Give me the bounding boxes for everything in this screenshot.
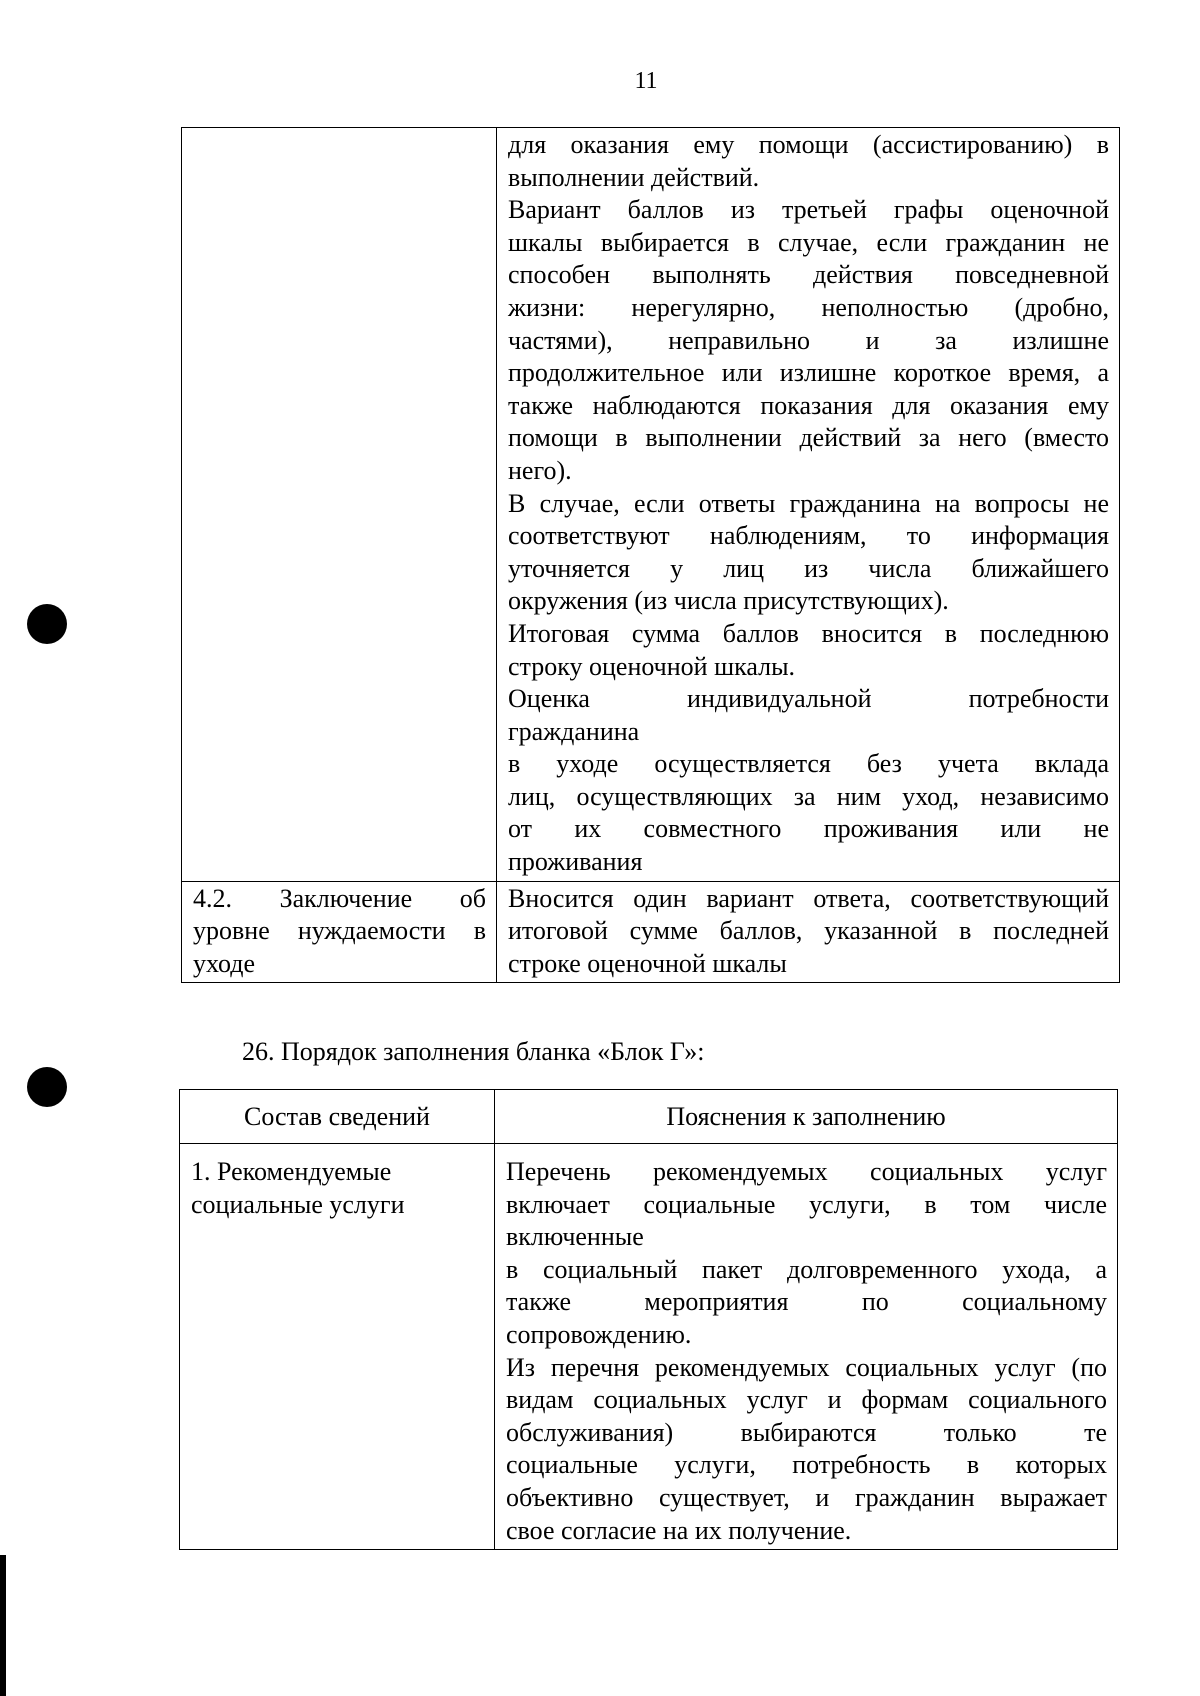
block-g-table [179,1089,1118,1550]
text-line: от их совместного проживания или не [508,814,1109,844]
text-line: свое согласие на их получение. [506,1515,852,1545]
table-row [180,1144,1118,1550]
text-line: помощи в выполнении действий за него (вместо [508,423,1109,453]
text-line: обслуживания) выбираются только те [506,1417,1107,1447]
scan-edge-mark [0,1555,6,1696]
text-line: также наблюдаются показания для оказания ему [508,390,1109,420]
text-line: частями), неправильно и за излишне [508,325,1109,355]
text-line: Вариант баллов из третьей графы оценочной [508,195,1109,225]
text-line: для оказания ему помощи (ассистированию) в [508,130,1109,159]
table-header-row [180,1090,1118,1144]
text-line: проживания [508,847,643,877]
table-cell-item-1: 1. Рекомендуемые социальные услуги [180,1144,495,1550]
text-line: В случае, если ответы гражданина на вопросы не [508,488,1109,518]
text-line: продолжительное или излишне короткое время, а [508,358,1109,388]
table-cell-empty [182,128,497,882]
table-cell-item-4-2: 4.2. Заключение об уровне нуждаемости в уходе [182,881,497,983]
table-row [182,128,1120,882]
text-line: итоговой сумме баллов, указанной в последней [508,916,1109,946]
text-line: Из перечня рекомендуемых социальных услуг (по [506,1352,1107,1382]
text-line: лиц, осуществляющих за ним уход, независимо [508,781,1109,811]
column-header-explanations: Пояснения к заполнению [495,1090,1118,1144]
table-cell-explanation-1 [495,1144,1118,1550]
text-line: сопровождению. [506,1319,692,1349]
text-line: также мероприятия по социальному [506,1287,1107,1317]
text-line: окружения (из числа присутствующих). [508,586,949,616]
binder-hole-mark [27,1067,67,1107]
text-line: Вносится один вариант ответа, соответствующий [508,883,1109,913]
table-cell-explanation-4-2 [497,881,1120,983]
text-line: Оценка индивидуальной потребности [508,684,1109,714]
text-line: него). [508,455,572,485]
table-cell-continuation [497,128,1120,882]
explanation-table-continued [181,127,1120,983]
text-line: шкалы выбирается в случае, если гражданин не [508,227,1109,257]
text-line: соответствуют наблюдениям, то информация [508,521,1109,551]
text-line: строку оценочной шкалы. [508,651,796,681]
text-line: Итоговая сумма баллов вносится в последнюю [508,618,1109,648]
text-line: включает социальные услуги, в том числе [506,1189,1107,1219]
text-line: социальные услуги, потребность в которых [506,1450,1107,1480]
text-line: уточняется у лиц из числа ближайшего [508,553,1109,583]
text-line: способен выполнять действия повседневной [508,260,1109,290]
page-number: 11 [634,68,658,94]
text-line: в социальный пакет долговременного ухода, а [506,1254,1107,1284]
text-line: в уходе осуществляется без учета вклада [508,749,1109,779]
section-title: 26. Порядок заполнения бланка «Блок Г»: [242,1037,705,1066]
column-header-composition: Состав сведений [180,1090,495,1144]
text-line: объективно существует, и гражданин выражает [506,1482,1107,1512]
table-row [182,881,1120,983]
text-line: Перечень рекомендуемых социальных услуг [506,1157,1107,1186]
text-line: гражданина [508,716,640,746]
text-line: видам социальных услуг и формам социального [506,1385,1107,1415]
text-line: выполнении действий. [508,162,760,192]
text-line: включенные [506,1222,644,1252]
binder-hole-mark [27,604,67,644]
text-line: жизни: нерегулярно, неполностью (дробно, [508,292,1109,322]
text-line: строке оценочной шкалы [508,948,787,978]
